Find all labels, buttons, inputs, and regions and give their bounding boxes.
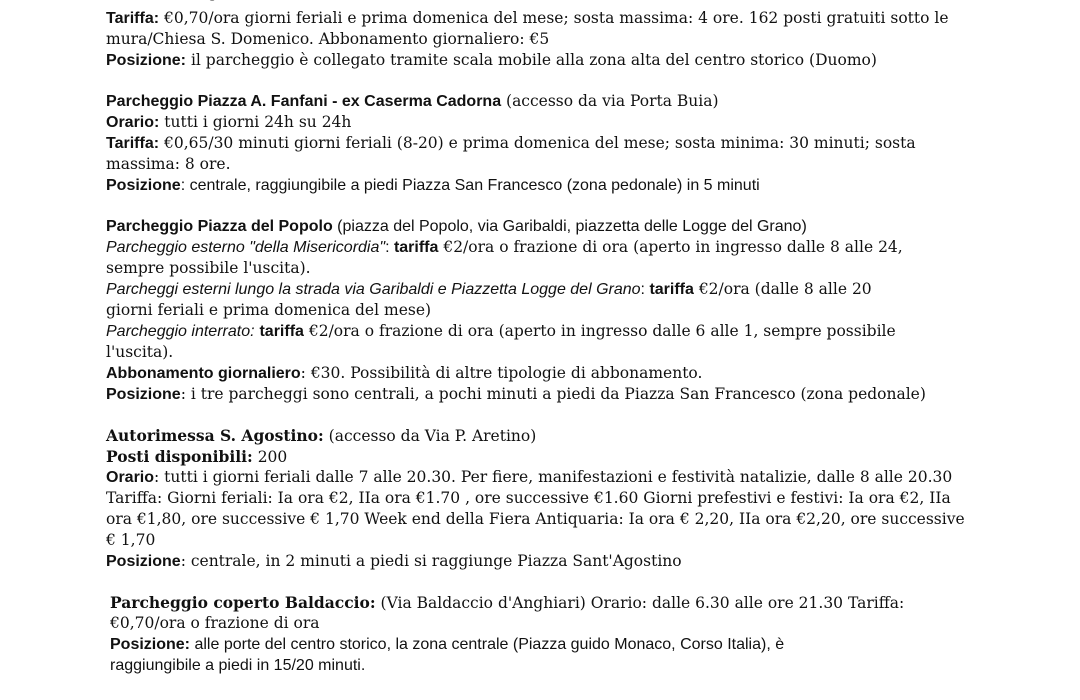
paragraph-autorimessa-agostino: Autorimessa S. Agostino: (accesso da Via P. Aretino) Posti disponibili: 200 Orario: tutti i giorni feriali dalle 7 alle 20.30. Per fiere, manifestazioni e festività natalizie, dalle 8 alle 20.30 Tariffa: Giorni feriali: Ia ora €2, IIa ora €1.70 , ore successive €1.60 Giorni prefestivi e festivi: Ia ora €2, IIa ora €1,80, ore successive € 1,70 Week end della Fiera Antiquaria: Ia ora € 2,20, IIa ora €2,20, ore successive € 1,70 Posizione: centrale, in 2 minuti a piedi si raggiunge Piazza Sant'Agostino — [106, 426, 965, 570]
section-title: Autorimessa S. Agostino: — [106, 426, 324, 445]
label-abbonamento: Abbonamento giornaliero — [106, 365, 301, 382]
section-title: Parcheggio Piazza A. Fanfani - ex Caserma Cadorna — [106, 93, 502, 110]
paragraph-parcheggio-1: Tariffa: €0,70/ora giorni feriali e prima domenica del mese; sosta massima: 4 ore. 162 posti gratuiti sotto le mura/Chiesa S. Domenico. Abbonamento giornaliero: €5 Posizione: il parcheggio è collegato tramite scala mobile alla zona alta del centro storico (Duomo) — [106, 9, 949, 69]
label-posti: Posti disponibili: — [106, 447, 253, 466]
section-title: Parcheggio Piazza del Popolo — [106, 218, 333, 235]
label-orario: Orario: — [106, 114, 160, 131]
paragraph-parcheggio-fanfani: Parcheggio Piazza A. Fanfani - ex Caserma Cadorna (accesso da via Porta Buia) Orario: tutti i giorni 24h su 24h Tariffa: €0,65/30 minuti giorni feriali (8-20) e prima domenica del mese; sosta minima: 30 minuti; sosta massima: 8 ore. Posizione: centrale, raggiungibile a piedi Piazza San Francesco (zona pedonale) in 5 minuti — [106, 92, 916, 194]
section-title: Parcheggio coperto Baldaccio: — [110, 593, 376, 612]
label-tariffa: Tariffa: — [106, 10, 160, 27]
label-orario: Orario — [106, 469, 155, 486]
paragraph-parcheggio-baldaccio: Parcheggio coperto Baldaccio: (Via Baldaccio d'Anghiari) Orario: dalle 6.30 alle ore 21.30 Tariffa: €0,70/ora o frazione di ora Posizione: alle porte del centro storico, la zona centrale (Piazza guido Monaco, Corso Italia), è raggiungibile a piedi in 15/20 minuti. — [110, 593, 905, 674]
label-posizione: Posizione: — [106, 52, 187, 69]
label-posizione: Posizione — [106, 386, 181, 403]
label-posizione: Posizione — [106, 553, 181, 570]
label-tariffa: Tariffa: — [106, 135, 160, 152]
label-posizione: Posizione: — [110, 636, 191, 653]
label-posizione: Posizione — [106, 177, 181, 194]
cut-off-line — [106, 0, 1006, 8]
paragraph-parcheggio-popolo: Parcheggio Piazza del Popolo (piazza del Popolo, via Garibaldi, piazzetta delle Logge del Grano) Parcheggio esterno "della Misericordia": tariffa €2/ora o frazione di ora (aperto in ingresso dalle 8 alle 24, sempre possibile l'uscita). Parcheggi esterni lungo la strada via Garibaldi e Piazzetta Logge del Grano: tariffa €2/ora (dalle 8 alle 20 giorni feriali e prima domenica del mese) Parcheggio interrato: tariffa €2/ora o frazione di ora (aperto in ingresso dalle 6 alle 1, sempre possibile l'uscita). Abbonamento giornaliero: €30. Possibilità di altre tipologie di abbonamento. Posizione: i tre parcheggi sono centrali, a pochi minuti a piedi da Piazza San Francesco (zona pedonale) — [106, 218, 926, 403]
document-page — [106, 0, 1006, 676]
